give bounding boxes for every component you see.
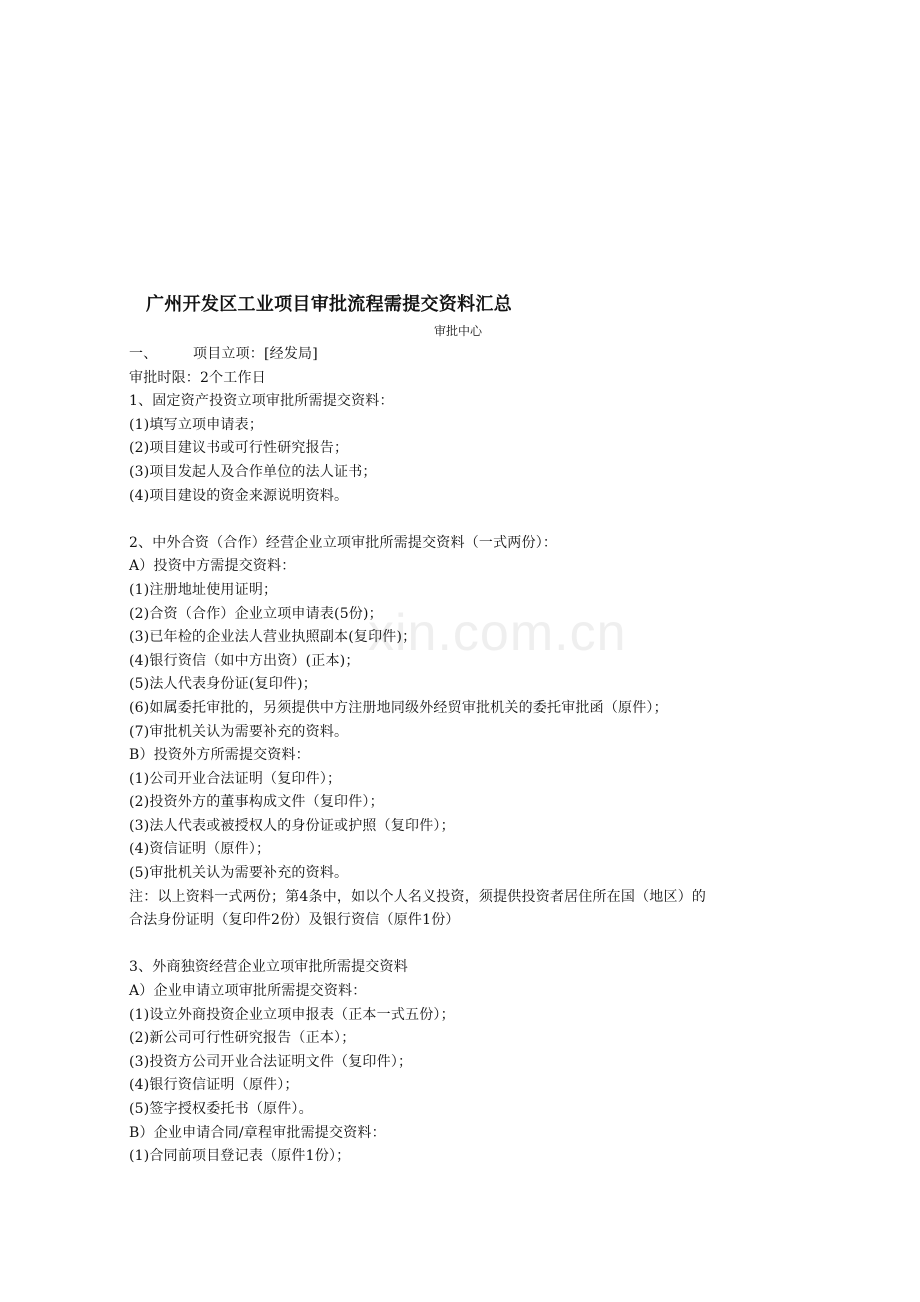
list-item: (1)合同前项目登记表（原件1份）； (129, 1148, 351, 1165)
list-item: (1)填写立项申请表； (129, 416, 264, 433)
approval-time: 审批时限：2个工作日 (129, 369, 266, 386)
blank-line (129, 933, 809, 957)
list-item: (7)审批机关认为需要补充的资料。 (129, 723, 349, 740)
list-item: (2)项目建议书或可行性研究报告； (129, 440, 349, 457)
list-item: (4)银行资信证明（原件）； (129, 1077, 299, 1094)
list-item: (6)如属委托审批的，另须提供中方注册地同级外经贸审批机关的委托审批函（原件）； (129, 699, 668, 716)
blank-line (129, 508, 809, 532)
list-item: (4)项目建设的资金来源说明资料。 (129, 487, 349, 504)
list-item: (2)投资外方的董事构成文件（复印件）； (129, 794, 384, 811)
document-body (129, 343, 809, 1169)
list-item: (2)合资（合作）企业立项申请表(5份)； (129, 605, 383, 622)
list-item: (5)签字授权委托书（原件）。 (129, 1101, 313, 1117)
list-item: (5)法人代表身份证(复印件)； (129, 676, 317, 693)
list-item: (2)新公司可行性研究报告（正本）； (129, 1030, 356, 1047)
subsection-heading: 2、中外合资（合作）经营企业立项审批所需提交资料（一式两份）： (129, 534, 558, 551)
group-heading: B）投资外方所需提交资料： (129, 747, 310, 764)
list-item: (1)设立外商投资企业立项申报表（正本一式五份）； (129, 1006, 455, 1023)
list-item: (3)项目发起人及合作单位的法人证书； (129, 463, 377, 480)
list-item: (1)公司开业合法证明（复印件）； (129, 770, 342, 787)
group-heading: A）投资中方需提交资料： (129, 558, 296, 575)
list-item: (4)资信证明（原件）； (129, 841, 271, 858)
list-item: (1)注册地址使用证明； (129, 581, 278, 598)
group-heading: A）企业申请立项审批所需提交资料： (129, 983, 367, 1000)
note-line: 注：以上资料一式两份；第4条中，如以个人名义投资，须提供投资者居住所在国（地区）的 (129, 888, 707, 905)
list-item: (4)银行资信（如中方出资）(正本)； (129, 652, 360, 669)
list-item: (3)投资方公司开业合法证明文件（复印件）； (129, 1053, 413, 1070)
list-item: (5)审批机关认为需要补充的资料。 (129, 865, 349, 882)
watermark: xin.com.cn (368, 604, 627, 662)
list-item: (3)法人代表或被授权人的身份证或护照（复印件）； (129, 817, 455, 834)
document-title: 广州开发区工业项目审批流程需提交资料汇总 (146, 294, 512, 315)
group-heading: B）企业申请合同/章程审批需提交资料： (129, 1124, 386, 1141)
subsection-heading: 1、固定资产投资立项审批所需提交资料： (129, 393, 394, 410)
list-item: (3)已年检的企业法人营业执照副本(复印件)； (129, 629, 417, 646)
document-subtitle: 审批中心 (434, 324, 483, 338)
note-line: 合法身份证明（复印件2份）及银行资信（原件1份） (129, 912, 460, 929)
subsection-heading: 3、外商独资经营企业立项审批所需提交资料 (129, 959, 408, 976)
section-heading-1: 一、 项目立项：[经发局] (129, 346, 318, 362)
